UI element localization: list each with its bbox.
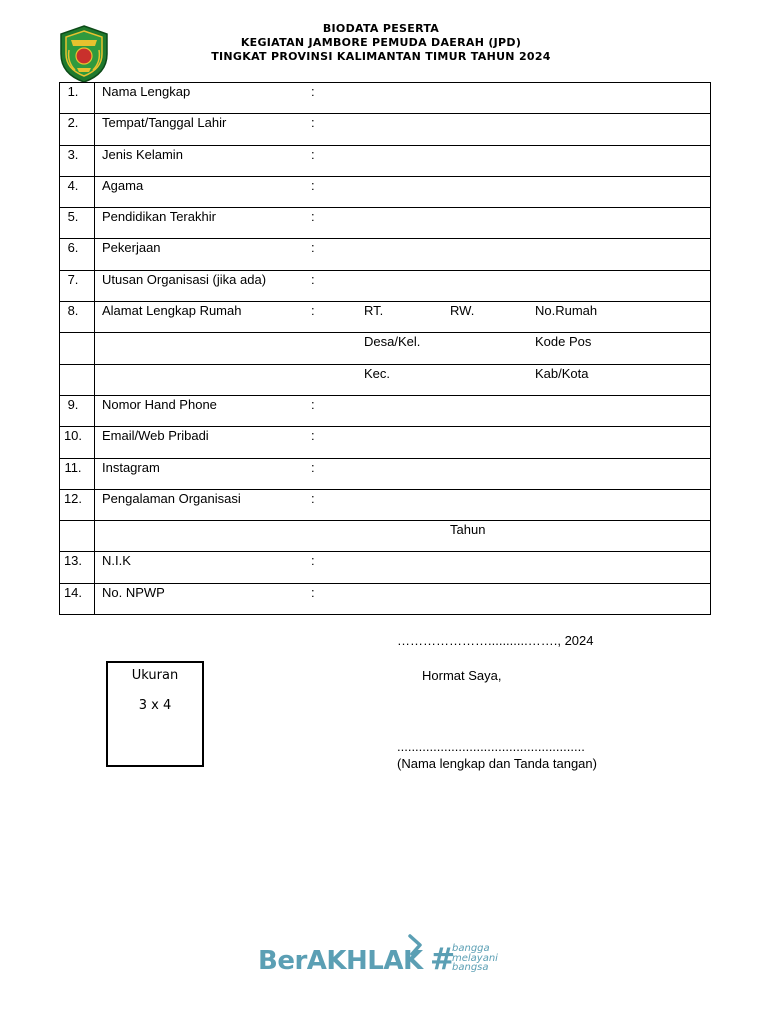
- field-colon: :: [311, 303, 315, 319]
- field-label: Nomor Hand Phone: [102, 396, 217, 412]
- field-colon: :: [311, 177, 315, 193]
- field-colon: :: [311, 490, 315, 506]
- address-sublabel: Kode Pos: [535, 334, 592, 350]
- field-colon: :: [311, 584, 315, 600]
- row-number: 12.: [63, 490, 83, 506]
- tagline-line: bangga: [452, 943, 490, 954]
- field-label: N.I.K: [102, 553, 131, 569]
- address-sublabel: Kec.: [364, 365, 391, 381]
- row-number-cell: [60, 83, 95, 114]
- row-number: 5.: [67, 209, 79, 225]
- table-row: [60, 395, 711, 426]
- form-subtitle-2: TINGKAT PROVINSI KALIMANTAN TIMUR TAHUN 2024: [211, 50, 551, 63]
- field-colon: :: [311, 271, 315, 287]
- row-number: [60, 521, 94, 522]
- row-number: [60, 365, 94, 366]
- row-number-cell: [60, 395, 95, 426]
- row-number: 7.: [67, 271, 79, 287]
- row-content-cell: [95, 145, 711, 176]
- row-content-cell: [95, 583, 711, 614]
- table-row: [60, 302, 711, 333]
- table-row: [60, 364, 711, 395]
- table-row: [60, 83, 711, 114]
- row-number-cell: [60, 333, 95, 364]
- row-content-cell: [95, 270, 711, 301]
- row-content-cell: [95, 521, 711, 552]
- row-content-cell: [95, 395, 711, 426]
- tagline: [452, 944, 498, 973]
- table-row: [60, 114, 711, 145]
- footer-branding: [258, 934, 518, 984]
- biodata-table: [59, 82, 711, 615]
- field-label: Tempat/Tanggal Lahir: [102, 115, 227, 131]
- row-number: 14.: [63, 584, 83, 600]
- address-sublabel: Tahun: [450, 522, 486, 538]
- field-colon: :: [311, 396, 315, 412]
- field-colon: :: [311, 209, 315, 225]
- row-content-cell: [95, 552, 711, 583]
- row-content-cell: [95, 239, 711, 270]
- table-row: [60, 208, 711, 239]
- row-number: [60, 333, 94, 334]
- field-colon: :: [311, 146, 315, 162]
- form-subtitle: KEGIATAN JAMBORE PEMUDA DAERAH (JPD): [240, 36, 522, 49]
- field-label: Agama: [102, 177, 144, 193]
- field-colon: :: [311, 240, 315, 256]
- field-label: Pengalaman Organisasi: [102, 490, 241, 506]
- row-number: 2.: [67, 115, 79, 131]
- brand-logo: BerAKHLAK: [258, 946, 423, 976]
- field-colon: :: [311, 84, 315, 99]
- row-number-cell: [60, 114, 95, 145]
- row-number: 6.: [67, 240, 79, 256]
- chevron-icon: [406, 934, 426, 956]
- row-number-cell: [60, 364, 95, 395]
- field-label: Pendidikan Terakhir: [102, 209, 216, 225]
- row-number-cell: [60, 270, 95, 301]
- field-label: Pekerjaan: [102, 240, 161, 256]
- row-number-cell: [60, 489, 95, 520]
- field-label: Instagram: [102, 459, 160, 475]
- row-content-cell: [95, 364, 711, 395]
- row-number-cell: [60, 583, 95, 614]
- address-sublabel: Kab/Kota: [535, 365, 589, 381]
- signature-caption: (Nama lengkap dan Tanda tangan): [397, 756, 597, 771]
- field-colon: :: [311, 553, 315, 569]
- row-number: 10.: [63, 428, 83, 444]
- row-number: 13.: [63, 553, 83, 569]
- field-label: Email/Web Pribadi: [102, 428, 209, 444]
- signature-greeting: Hormat Saya,: [422, 668, 502, 683]
- row-content-cell: [95, 83, 711, 114]
- table-row: [60, 145, 711, 176]
- tagline-line: bangsa: [452, 962, 489, 973]
- table-row: [60, 489, 711, 520]
- row-content-cell: [95, 114, 711, 145]
- row-number: 1.: [67, 84, 79, 99]
- signature-line: ....................................................: [397, 739, 585, 754]
- table-row: [60, 552, 711, 583]
- address-sublabel: RT.: [364, 303, 384, 319]
- table-row: [60, 521, 711, 552]
- row-number-cell: [60, 302, 95, 333]
- address-sublabel: Desa/Kel.: [364, 334, 421, 350]
- row-number-cell: [60, 239, 95, 270]
- row-content-cell: [95, 427, 711, 458]
- field-colon: :: [311, 428, 315, 444]
- photo-size-value: 3 x 4: [138, 698, 172, 713]
- address-sublabel: RW.: [450, 303, 475, 319]
- row-number-cell: [60, 145, 95, 176]
- row-number-cell: [60, 552, 95, 583]
- table-row: [60, 270, 711, 301]
- row-number-cell: [60, 176, 95, 207]
- row-content-cell: [95, 302, 711, 333]
- signature-date: …………………...........……., 2024: [397, 633, 594, 648]
- row-content-cell: [95, 489, 711, 520]
- row-number: 9.: [67, 396, 79, 412]
- field-label: Utusan Organisasi (jika ada): [102, 271, 267, 287]
- table-row: [60, 239, 711, 270]
- table-row: [60, 583, 711, 614]
- row-content-cell: [95, 176, 711, 207]
- row-number: 11.: [64, 459, 82, 475]
- table-row: [60, 333, 711, 364]
- table-row: [60, 427, 711, 458]
- photo-size-label: Ukuran: [131, 668, 179, 683]
- form-title: BIODATA PESERTA: [322, 22, 440, 35]
- row-number: 4.: [67, 177, 79, 193]
- field-colon: :: [311, 115, 315, 131]
- field-label: Nama Lengkap: [102, 84, 191, 99]
- row-number-cell: [60, 208, 95, 239]
- hashtag-symbol: #: [430, 942, 456, 977]
- row-number: 8.: [67, 303, 79, 319]
- tagline-line: melayani: [452, 952, 498, 964]
- field-label: Alamat Lengkap Rumah: [102, 303, 242, 319]
- row-number: 3.: [67, 146, 79, 162]
- row-content-cell: [95, 208, 711, 239]
- table-row: [60, 176, 711, 207]
- row-number-cell: [60, 521, 95, 552]
- row-content-cell: [95, 333, 711, 364]
- field-label: Jenis Kelamin: [102, 146, 183, 162]
- field-colon: :: [311, 459, 315, 475]
- row-number-cell: [60, 458, 95, 489]
- row-number-cell: [60, 427, 95, 458]
- field-label: No. NPWP: [102, 584, 165, 600]
- address-sublabel: No.Rumah: [535, 303, 598, 319]
- photo-box: [106, 661, 204, 767]
- table-row: [60, 458, 711, 489]
- row-content-cell: [95, 458, 711, 489]
